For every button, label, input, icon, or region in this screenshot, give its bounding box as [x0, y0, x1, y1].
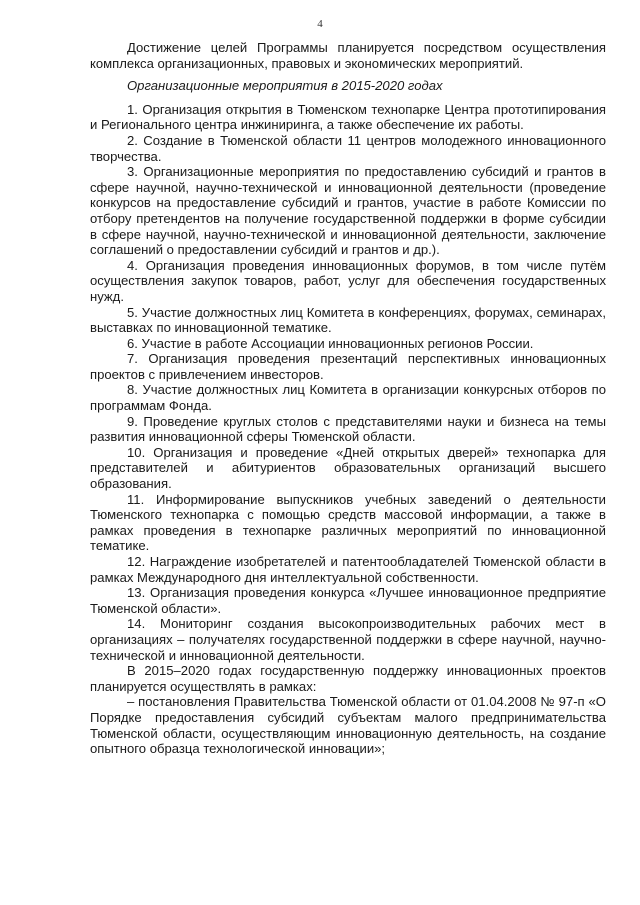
list-item: 12. Награждение изобретателей и патентообладателей Тюменской области в рамках Международного дня интеллектуальной собственности.	[90, 554, 606, 585]
section-heading: Организационные мероприятия в 2015-2020 годах	[127, 78, 443, 94]
list-item: 1. Организация открытия в Тюменском технопарке Центра прототипирования и Регионального центра инжиниринга, а также обеспечение их работы.	[90, 101, 606, 133]
intro-paragraph: Достижение целей Программы планируется посредством осуществления комплекса организационных, правовых и экономических мероприятий.	[90, 40, 606, 71]
page-number: 4	[317, 18, 323, 30]
document-body	[90, 40, 606, 757]
list-item: 7. Организация проведения презентаций перспективных инновационных проектов с привлечением инвесторов.	[90, 351, 606, 382]
support-list-item: – постановления Правительства Тюменской области от 01.04.2008 № 97-п «О Порядке предоставления субсидий субъектам малого предпринимательства Тюменской области, осуществляющим инновационную деятельность, на создание опытного образца технологической инновации»;	[90, 694, 606, 757]
list-item: 9. Проведение круглых столов с представителями науки и бизнеса на темы развития инновационной сферы Тюменской области.	[90, 413, 606, 445]
list-item: 13. Организация проведения конкурса «Лучшее инновационное предприятие Тюменской области».	[90, 585, 606, 616]
list-item: 3. Организационные мероприятия по предоставлению субсидий и грантов в сфере научной, научно-технической и инновационной деятельности (проведение конкурсов на предоставление субсидий и грантов, участие в работе Комиссии по отбору претендентов на получение государственной поддержки в форме субсидии в сфере научной, научно-технической и инновационной деятельности, заключение соглашений о предоставлении субсидий и грантов и др.).	[90, 164, 606, 258]
list-item: 8. Участие должностных лиц Комитета в организации конкурсных отборов по программам Фонда.	[90, 382, 606, 414]
list-item: 10. Организация и проведение «Дней открытых дверей» технопарка для представителей и абитуриентов образовательных организаций высшего образования.	[90, 444, 606, 492]
list-item: 11. Информирование выпускников учебных заведений о деятельности Тюменского технопарка с помощью средств массовой информации, а также в рамках проведения в технопарке различных мероприятий по инновационной тематике.	[90, 491, 606, 554]
support-intro-paragraph: В 2015–2020 годах государственную поддержку инновационных проектов планируется осуществлять в рамках:	[90, 663, 606, 694]
list-item: 2. Создание в Тюменской области 11 центров молодежного инновационного творчества.	[90, 132, 606, 164]
list-item: 5. Участие должностных лиц Комитета в конференциях, форумах, семинарах, выставках по инновационной тематике.	[90, 304, 606, 336]
list-item: 6. Участие в работе Ассоциации инновационных регионов России.	[127, 335, 534, 351]
list-item: 14. Мониторинг создания высокопроизводительных рабочих мест в организациях – получателях государственной поддержки в сфере научной, научно-технической и инновационной деятельности.	[90, 616, 606, 663]
list-item: 4. Организация проведения инновационных форумов, в том числе путём осуществления закупок товаров, работ, услуг для обеспечения государственных нужд.	[90, 257, 606, 304]
